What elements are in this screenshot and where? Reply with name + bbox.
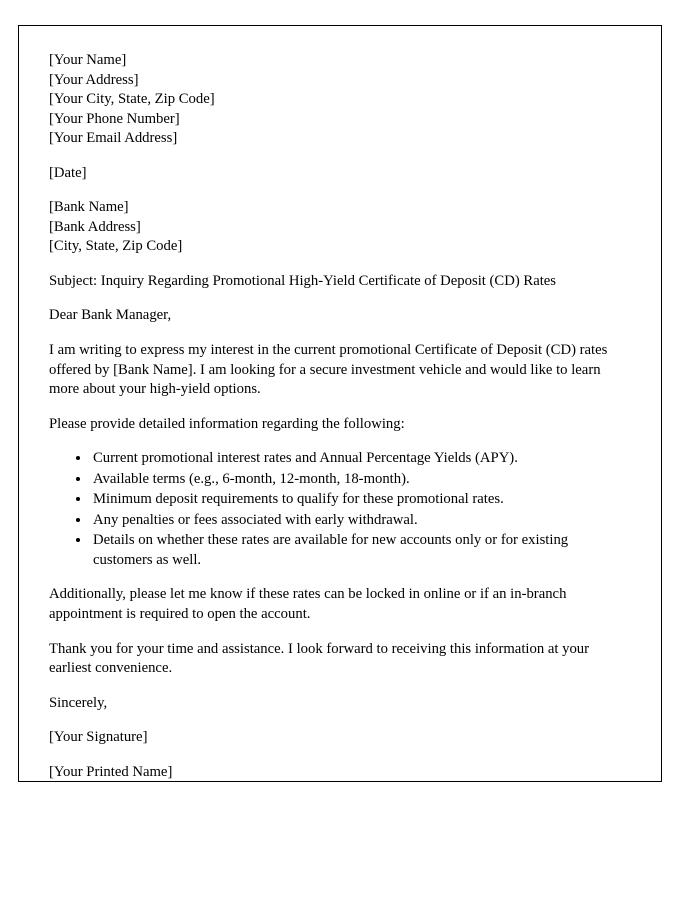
sender-city-state-zip: [Your City, State, Zip Code] [49,91,215,108]
sender-phone: [Your Phone Number] [49,110,180,127]
printed-name-placeholder: [Your Printed Name] [49,763,173,780]
closing: Sincerely, [49,694,108,711]
date-block [49,164,631,184]
recipient-bank-address: [Bank Address] [49,218,141,235]
signature-placeholder: [Your Signature] [49,729,148,746]
sender-name: [Your Name] [49,52,127,68]
recipient-bank-name: [Bank Name] [49,199,129,216]
sender-email: [Your Email Address] [49,130,178,147]
date-line: [Date] [49,164,87,181]
sender-street: [Your Address] [49,71,139,88]
list-item: • Available terms (e.g., 6-month, 12-month, 18-month). [91,470,631,490]
recipient-address-block [49,198,631,257]
body-paragraph-3: Additionally, please let me know if these rates can be locked in online or if an in-branch appointment is required to open the account. [49,586,567,623]
letter-body [19,26,661,817]
subject-line: Subject: Inquiry Regarding Promotional High-Yield Certificate of Deposit (CD) Rates [49,272,557,289]
body-paragraph-2: Please provide detailed information regarding the following: [49,415,405,432]
list-item: • Current promotional interest rates and Annual Percentage Yields (APY). [91,449,631,469]
list-item: • Details on whether these rates are available for new accounts only or for existing customers as well. [91,531,631,570]
letter-frame [18,25,662,782]
request-list [49,449,631,570]
list-item: • Minimum deposit requirements to qualify for these promotional rates. [91,490,631,510]
body-paragraph-4: Thank you for your time and assistance. I look forward to receiving this information at your earliest convenience. [49,640,590,677]
list-item: • Any penalties or fees associated with early withdrawal. [91,511,631,531]
recipient-city-state-zip: [City, State, Zip Code] [49,238,183,255]
salutation: Dear Bank Manager, [49,307,172,324]
body-paragraph-1: I am writing to express my interest in the current promotional Certificate of Deposit (CD) rates offered by [Bank Name]. I am looking for a secure investment vehicle and would like to learn more about your high-yield options. [49,342,608,398]
sender-address-block [49,51,631,149]
